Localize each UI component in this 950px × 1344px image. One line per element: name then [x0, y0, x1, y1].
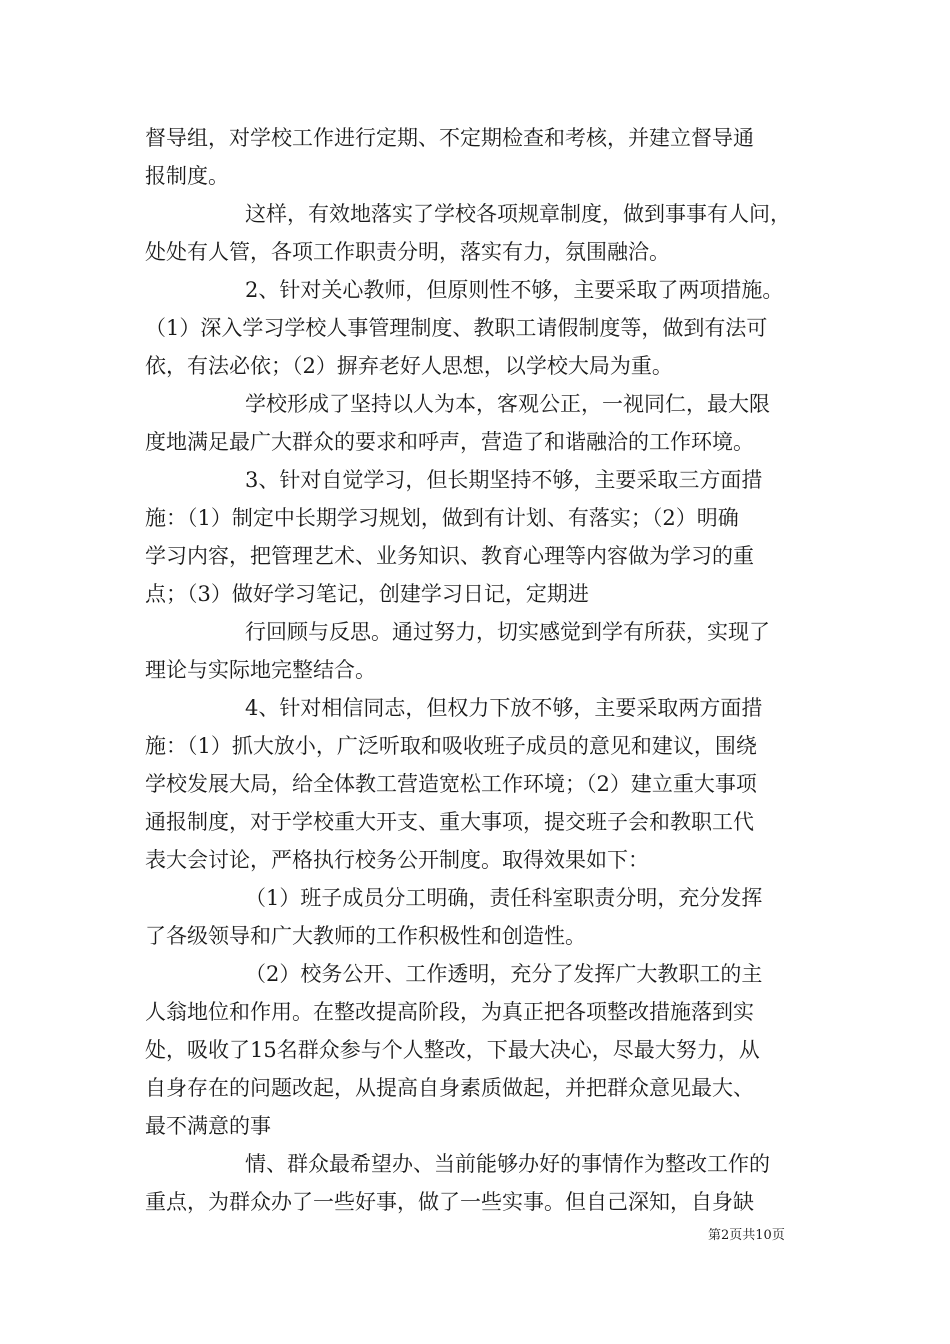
text-line: 报制度。 [145, 164, 229, 188]
text-line: 了各级领导和广大教师的工作积极性和创造性。 [145, 924, 586, 948]
text-line: 人翁地位和作用。在整改提高阶段，为真正把各项整改措施落到实 [145, 1000, 754, 1024]
text-line: （2）校务公开、工作透明，充分了发挥广大教职工的主 [245, 962, 763, 986]
text-line: 3、针对自觉学习，但长期坚持不够，主要采取三方面措 [245, 468, 763, 492]
text-line: 理论与实际地完整结合。 [145, 658, 376, 682]
text-line: 4、针对相信同志，但权力下放不够，主要采取两方面措 [245, 696, 763, 720]
text-line: 行回顾与反思。通过努力，切实感觉到学有所获，实现了 [245, 620, 770, 644]
text-line: 依，有法必依；（2）摒弃老好人思想，以学校大局为重。 [145, 354, 673, 378]
text-line: 学校形成了坚持以人为本，客观公正，一视同仁，最大限 [245, 392, 770, 416]
text-line: 2、针对关心教师，但原则性不够，主要采取了两项措施。 [245, 278, 784, 302]
text-line: 情、群众最希望办、当前能够办好的事情作为整改工作的 [245, 1152, 770, 1176]
text-line: （1）班子成员分工明确，责任科室职责分明，充分发挥 [245, 886, 763, 910]
text-line: 处，吸收了15名群众参与个人整改，下最大决心，尽最大努力，从 [145, 1038, 760, 1062]
text-line: 点；（3）做好学习笔记，创建学习日记，定期进 [145, 582, 589, 606]
text-line: 表大会讨论，严格执行校务公开制度。取得效果如下： [145, 848, 649, 872]
page-number: 第2页共10页 [708, 1228, 785, 1243]
text-line: 施：（1）抓大放小，广泛听取和吸收班子成员的意见和建议，围绕 [145, 734, 757, 758]
text-line: 自身存在的问题改起，从提高自身素质做起，并把群众意见最大、 [145, 1076, 754, 1100]
text-line: 处处有人管，各项工作职责分明，落实有力，氛围融洽。 [145, 240, 670, 264]
text-line: 学校发展大局，给全体教工营造宽松工作环境；（2）建立重大事项 [145, 772, 757, 796]
text-line: 督导组，对学校工作进行定期、不定期检查和考核，并建立督导通 [145, 126, 754, 150]
text-line: 施：（1）制定中长期学习规划，做到有计划、有落实；（2）明确 [145, 506, 739, 530]
text-line: 通报制度，对于学校重大开支、重大事项，提交班子会和教职工代 [145, 810, 754, 834]
text-line: 最不满意的事 [145, 1114, 271, 1138]
text-line: 学习内容，把管理艺术、业务知识、教育心理等内容做为学习的重 [145, 544, 754, 568]
text-line: 度地满足最广大群众的要求和呼声，营造了和谐融洽的工作环境。 [145, 430, 754, 454]
text-line: 这样，有效地落实了学校各项规章制度，做到事事有人问， [245, 202, 791, 226]
text-line: 重点，为群众办了一些好事，做了一些实事。但自己深知，自身缺 [145, 1190, 754, 1214]
text-line: （1）深入学习学校人事管理制度、教职工请假制度等，做到有法可 [145, 316, 768, 340]
